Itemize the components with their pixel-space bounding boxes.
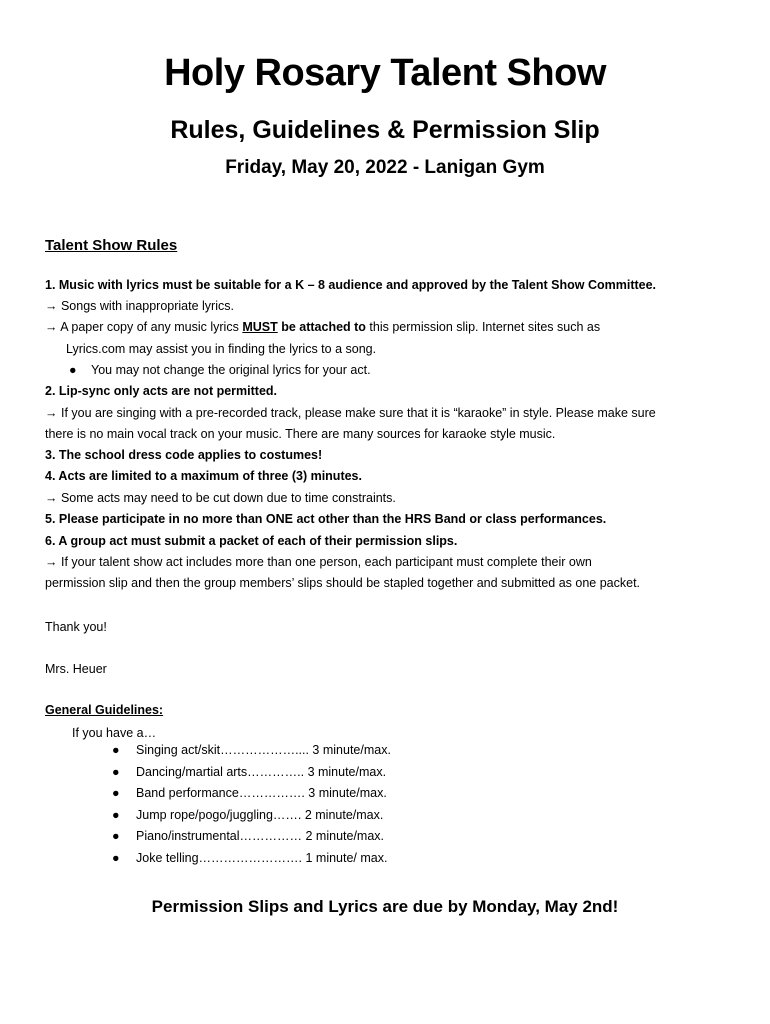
rule-1-note-b-tail: this permission slip. Internet sites such as bbox=[365, 320, 601, 334]
event-date: Friday, May 20, 2022 - Lanigan Gym bbox=[225, 157, 545, 178]
rule-1-bullet-text: You may not change the original lyrics for your act. bbox=[91, 363, 371, 377]
rule-1: 1. Music with lyrics must be suitable for a K – 8 audience and approved by the Talent Show Committee. bbox=[45, 278, 657, 292]
rule-1-note-a: → Songs with inappropriate lyrics. bbox=[45, 299, 234, 313]
rule-5: 5. Please participate in no more than ONE act other than the HRS Band or class performances. bbox=[45, 512, 607, 526]
list-item bbox=[112, 743, 391, 765]
thank-you: Thank you! bbox=[45, 620, 107, 634]
rule-6-note-a: → If your talent show act includes more than one person, each participant must complete their own bbox=[45, 555, 592, 569]
rule-1-bullet-line bbox=[69, 361, 371, 379]
bullet-icon: ● bbox=[112, 850, 120, 865]
list-item bbox=[112, 829, 391, 851]
rule-1-note-b bbox=[45, 318, 600, 336]
rule-2-note-b: there is no main vocal track on your music. There are many sources for karaoke style music. bbox=[45, 427, 556, 441]
guideline-text: Piano/instrumental…………… 2 minute/max. bbox=[136, 829, 385, 843]
bullet-icon: ● bbox=[112, 786, 120, 800]
page-subtitle: Rules, Guidelines & Permission Slip bbox=[170, 116, 600, 144]
page-title: Holy Rosary Talent Show bbox=[164, 52, 606, 94]
list-item bbox=[112, 808, 391, 830]
guidelines-heading: General Guidelines: bbox=[45, 703, 164, 717]
bullet-icon: ● bbox=[112, 764, 120, 779]
guideline-text: Singing act/skit……………….... 3 minute/max. bbox=[136, 743, 391, 757]
bullet-icon: ● bbox=[112, 829, 120, 843]
bullet-icon: ● bbox=[69, 363, 77, 377]
attached-emphasis: be attached to bbox=[277, 320, 366, 334]
rule-4: 4. Acts are limited to a maximum of three (3) minutes. bbox=[45, 469, 362, 483]
rule-4-note: → Some acts may need to be cut down due to time constraints. bbox=[45, 491, 396, 505]
rule-6: 6. A group act must submit a packet of each of their permission slips. bbox=[45, 534, 458, 548]
list-item bbox=[112, 786, 391, 808]
list-item bbox=[112, 765, 391, 787]
signature-name: Mrs. Heuer bbox=[45, 662, 107, 676]
guidelines-intro: If you have a… bbox=[72, 726, 157, 740]
must-emphasis: MUST bbox=[242, 320, 278, 334]
bullet-icon: ● bbox=[112, 743, 120, 757]
rule-3: 3. The school dress code applies to costumes! bbox=[45, 448, 323, 462]
rule-1-note-c: Lyrics.com may assist you in finding the lyrics to a song. bbox=[66, 342, 377, 356]
guideline-text: Band performance……………. 3 minute/max. bbox=[136, 786, 387, 800]
bullet-icon: ● bbox=[112, 807, 120, 822]
rule-6-note-b: permission slip and then the group members’ slips should be stapled together and submitted as one packet. bbox=[45, 576, 641, 590]
guideline-text: Dancing/martial arts………….. 3 minute/max. bbox=[136, 764, 387, 779]
rule-2: 2. Lip-sync only acts are not permitted. bbox=[45, 384, 278, 398]
list-item bbox=[112, 851, 391, 873]
rule-1-note-b-text: → A paper copy of any music lyrics bbox=[45, 320, 243, 334]
guideline-text: Jump rope/pogo/juggling……. 2 minute/max. bbox=[136, 807, 384, 822]
guideline-text: Joke telling……………………. 1 minute/ max. bbox=[136, 850, 388, 865]
rules-heading: Talent Show Rules bbox=[45, 237, 178, 254]
rule-2-note-a: → If you are singing with a pre-recorded track, please make sure that it is “karaoke” in style. Please make sure bbox=[45, 406, 656, 420]
due-date-notice: Permission Slips and Lyrics are due by Monday, May 2nd! bbox=[151, 897, 619, 916]
guidelines-list bbox=[112, 743, 391, 872]
